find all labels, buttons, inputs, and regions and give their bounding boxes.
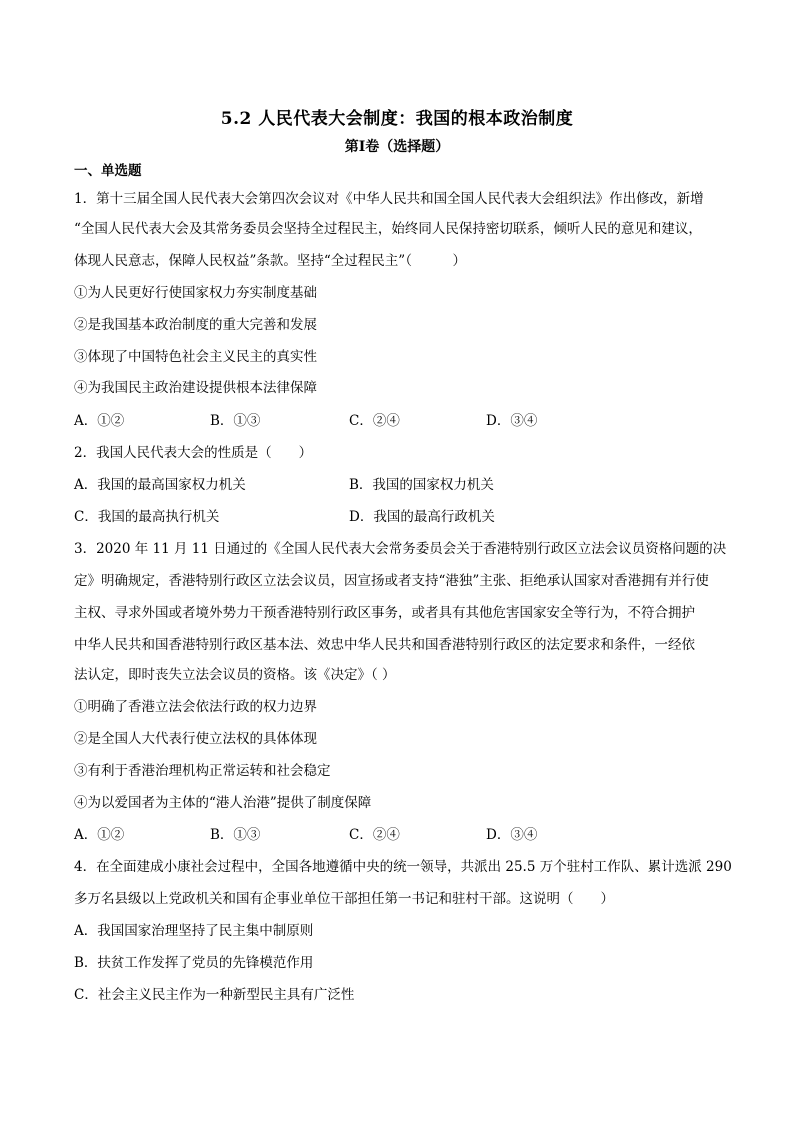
page-subtitle: 第Ⅰ卷（选择题） — [344, 139, 450, 155]
q1-stem-line: “全国人民代表大会及其常务委员会坚持全过程民主，始终同人民保持密切联系，倾听人民的意见和建议， — [74, 221, 702, 237]
q1-item: ④为我国民主政治建设提供根本法律保障 — [74, 380, 317, 396]
q1-stem-line: 体现人民意志，保障人民权益”条款。坚持“全过程民主”（ ） — [74, 253, 466, 269]
q2-option-c: C．我国的最高执行机关 — [74, 509, 220, 525]
q3-option-c: C．②④ — [349, 827, 400, 843]
q4-stem-line: 4．在全面建成小康社会过程中，全国各地遵循中央的统一领导，共派出 25.5 万个驻村工作队、累计选派 290 — [74, 859, 732, 875]
q3-item: ④为以爱国者为主体的“港人治港”提供了制度保障 — [74, 795, 372, 811]
q3-stem-line: 中华人民共和国香港特别行政区基本法、效忠中华人民共和国香港特别行政区的法定要求和条件，一经依 — [74, 637, 695, 653]
q1-option-a: A．①② — [74, 413, 125, 429]
q3-stem-line: 法认定，即时丧失立法会议员的资格。该《决定》（ ） — [74, 667, 396, 683]
q4-stem-line: 多万名县级以上党政机关和国有企事业单位干部担任第一书记和驻村干部。这说明（ ） — [74, 891, 614, 907]
q1-item: ②是我国基本政治制度的重大完善和发展 — [74, 317, 317, 333]
q3-stem-line: 主权、寻求外国或者境外势力干预香港特别行政区事务，或者具有其他危害国家安全等行为，不符合拥护 — [74, 605, 695, 621]
q2-option-a: A．我国的最高国家权力机关 — [74, 477, 246, 493]
page-title: 5.2 人民代表大会制度：我国的根本政治制度 — [220, 109, 574, 129]
q1-option-b: B．①③ — [210, 413, 261, 429]
section-heading: 一、单选题 — [74, 163, 142, 179]
q3-option-a: A．①② — [74, 827, 125, 843]
q4-option-b: B．扶贫工作发挥了党员的先锋模范作用 — [74, 955, 314, 971]
q4-option-c: C．社会主义民主作为一种新型民主具有广泛性 — [74, 987, 355, 1003]
q2-option-b: B．我国的国家权力机关 — [349, 477, 494, 493]
q3-item: ①明确了香港立法会依法行政的权力边界 — [74, 699, 317, 715]
q4-option-a: A．我国国家治理坚持了民主集中制原则 — [74, 923, 314, 939]
q1-item: ①为人民更好行使国家权力夯实制度基础 — [74, 285, 317, 301]
q3-item: ②是全国人大代表行使立法权的具体体现 — [74, 731, 317, 747]
q1-option-c: C．②④ — [349, 413, 400, 429]
q3-option-d: D．③④ — [486, 827, 538, 843]
q2-stem: 2．我国人民代表大会的性质是（ ） — [74, 445, 313, 461]
q2-option-d: D．我国的最高行政机关 — [349, 509, 495, 525]
q3-item: ③有利于香港治理机构正常运转和社会稳定 — [74, 763, 331, 779]
q3-option-b: B．①③ — [210, 827, 261, 843]
q1-stem-line: 1．第十三届全国人民代表大会第四次会议对《中华人民共和国全国人民代表大会组织法》作出修改，新增 — [74, 191, 704, 207]
q1-item: ③体现了中国特色社会主义民主的真实性 — [74, 349, 317, 365]
q1-option-d: D．③④ — [486, 413, 538, 429]
q3-stem-line: 3．2020 年 11 月 11 日通过的《全国人民代表大会常务委员会关于香港特别行政区立法会议员资格问题的决 — [74, 541, 727, 557]
q3-stem-line: 定》明确规定，香港特别行政区立法会议员，因宣扬或者支持“港独”主张、拒绝承认国家对香港拥有并行使 — [74, 573, 709, 589]
